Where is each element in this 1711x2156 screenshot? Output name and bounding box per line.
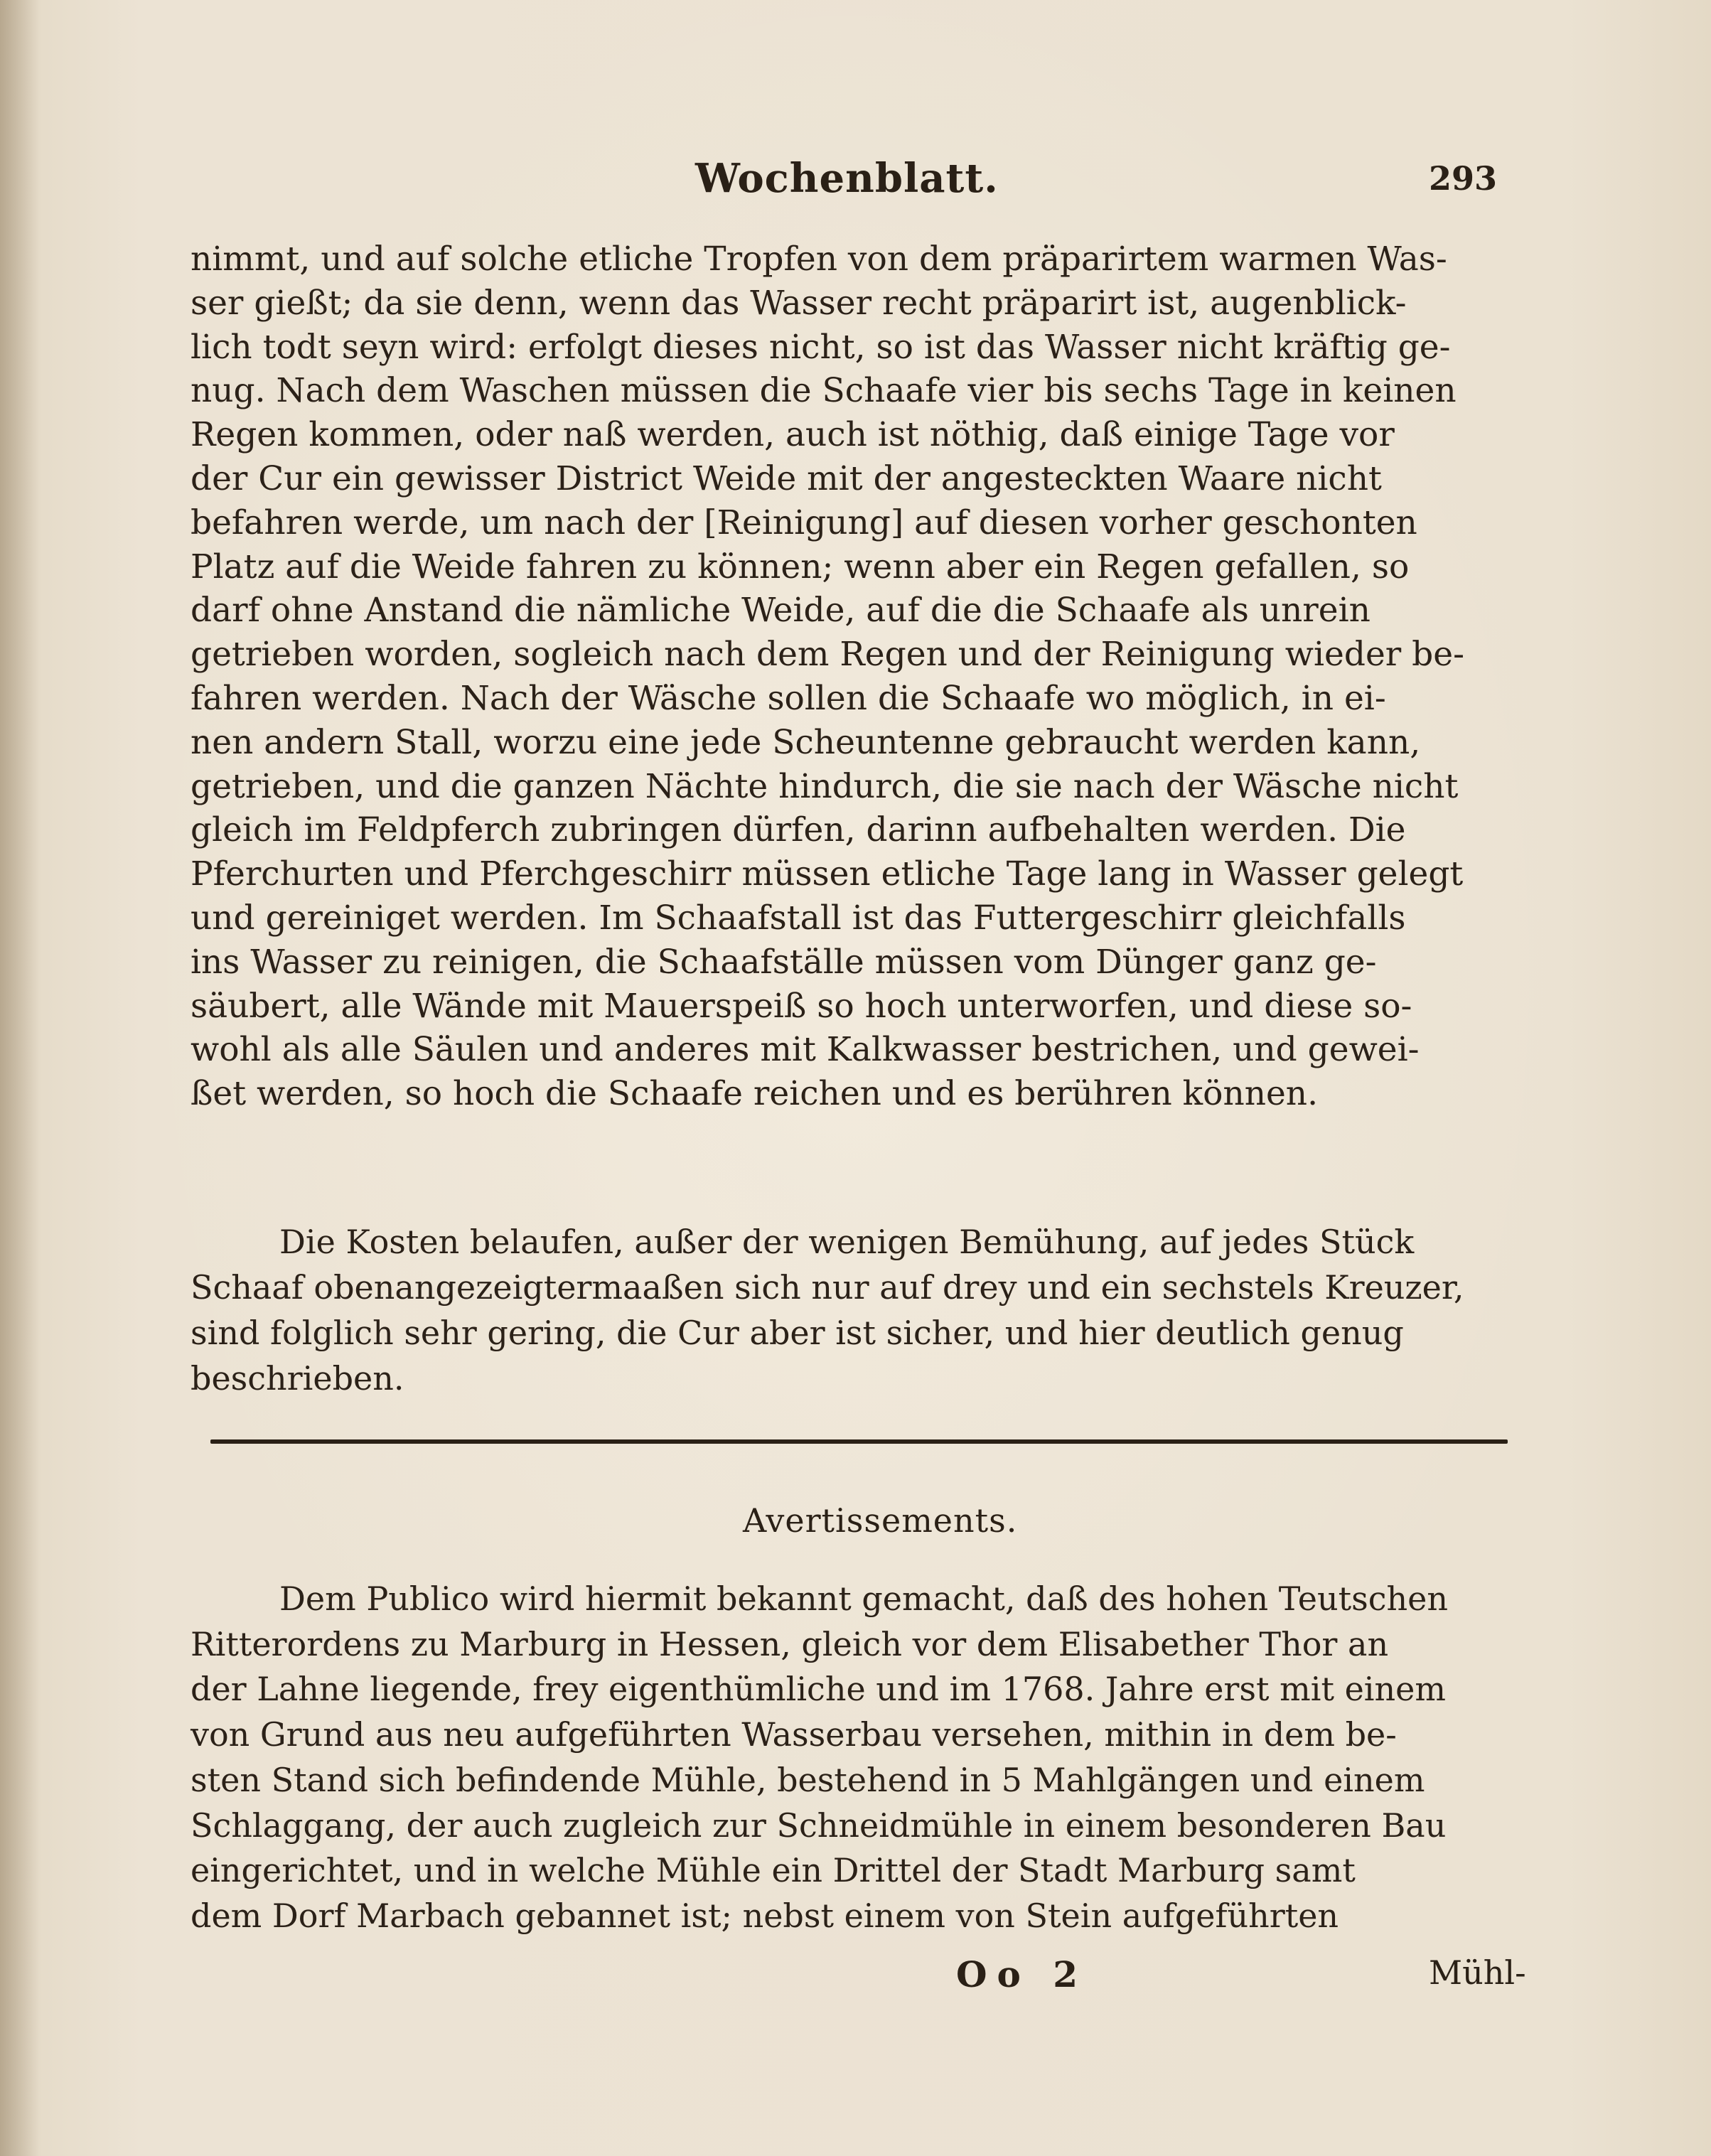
text-line: und gereiniget werden. Im Schaafstall ist das Futtergeschirr gleichfalls <box>191 898 1406 938</box>
text-line: Schaaf obenangezeigtermaaßen sich nur auf drey und ein sechstels Kreuzer, <box>191 1268 1464 1307</box>
running-head <box>0 151 1711 215</box>
page-number: 293 <box>1429 159 1498 198</box>
text-line: eingerichtet, und in welche Mühle ein Drittel der Stadt Marburg samt <box>191 1851 1356 1890</box>
text-line: ser gießt; da sie denn, wenn das Wasser recht präparirt ist, augenblick- <box>191 283 1407 323</box>
text-line: Die Kosten belaufen, außer der wenigen Bemühung, auf jedes Stück <box>279 1223 1415 1261</box>
text-line: nimmt, und auf solche etliche Tropfen von dem präparirtem warmen Was- <box>191 240 1447 279</box>
text-line: von Grund aus neu aufgeführten Wasserbau versehen, mithin in dem be- <box>191 1715 1397 1754</box>
text-line: befahren werde, um nach der [Reinigung] auf diesen vorher geschonten <box>191 503 1417 542</box>
text-line: der Lahne liegende, frey eigenthümliche und im 1768. Jahre erst mit einem <box>191 1670 1446 1709</box>
text-line: säubert, alle Wände mit Mauerspeiß so hoch unterworfen, und diese so- <box>191 986 1412 1026</box>
text-line: der Cur ein gewisser District Weide mit der angesteckten Waare nicht <box>191 458 1382 498</box>
section-heading: Avertissements. <box>743 1501 1018 1540</box>
text-line: ins Wasser zu reinigen, die Schaafställe müssen vom Dünger ganz ge- <box>191 942 1377 982</box>
binding-gutter-shadow <box>0 0 39 2156</box>
text-line: nug. Nach dem Waschen müssen die Schaafe vier bis sechs Tage in keinen <box>191 371 1457 411</box>
cost-paragraph <box>191 1219 1541 1401</box>
text-line: lich todt seyn wird: erfolgt dieses nicht, so ist das Wasser nicht kräftig ge- <box>191 327 1451 367</box>
catchword: Mühl- <box>1429 1953 1526 1992</box>
text-line: Ritterordens zu Marburg in Hessen, gleich vor dem Elisabether Thor an <box>191 1624 1389 1663</box>
text-line: sind folglich sehr gering, die Cur aber ist sicher, und hier deutlich genug <box>191 1314 1404 1352</box>
section-divider <box>210 1439 1508 1444</box>
text-line: gleich im Feldpferch zubringen dürfen, darinn aufbehalten werden. Die <box>191 810 1406 850</box>
text-line: beschrieben. <box>191 1359 404 1398</box>
text-line: ßet werden, so hoch die Schaafe reichen und es berühren können. <box>191 1074 1319 1114</box>
text-line: dem Dorf Marbach gebannet ist; nebst einem von Stein aufgeführten <box>191 1896 1339 1935</box>
text-line: fahren werden. Nach der Wäsche sollen die Schaafe wo möglich, in ei- <box>191 678 1386 718</box>
text-line: getrieben, und die ganzen Nächte hindurch, die sie nach der Wäsche nicht <box>191 766 1459 806</box>
text-line: Dem Publico wird hiermit bekannt gemacht, daß des hohen Teutschen <box>279 1580 1448 1618</box>
text-line: Pferchurten und Pferchgeschirr müssen etliche Tage lang in Wasser gelegt <box>191 854 1464 894</box>
running-title: Wochenblatt. <box>695 155 999 202</box>
notice-paragraph <box>191 1577 1541 1939</box>
text-line: sten Stand sich befindende Mühle, bestehend in 5 Mahlgängen und einem <box>191 1760 1425 1799</box>
signature-mark: Oo 2 <box>956 1953 1088 1995</box>
text-line: wohl als alle Säulen und anderes mit Kalkwasser bestrichen, und gewei- <box>191 1030 1420 1070</box>
text-line: Platz auf die Weide fahren zu können; wenn aber ein Regen gefallen, so <box>191 547 1410 586</box>
text-line: Regen kommen, oder naß werden, auch ist nöthig, daß einige Tage vor <box>191 415 1395 455</box>
text-line: Schlaggang, der auch zugleich zur Schneidmühle in einem besonderen Bau <box>191 1806 1447 1845</box>
text-line: getrieben worden, sogleich nach dem Regen und der Reinigung wieder be- <box>191 635 1464 675</box>
cure-paragraph <box>191 237 1541 1116</box>
text-line: nen andern Stall, worzu eine jede Scheuntenne gebraucht werden kann, <box>191 722 1421 762</box>
text-line: darf ohne Anstand die nämliche Weide, auf die die Schaafe als unrein <box>191 591 1371 631</box>
